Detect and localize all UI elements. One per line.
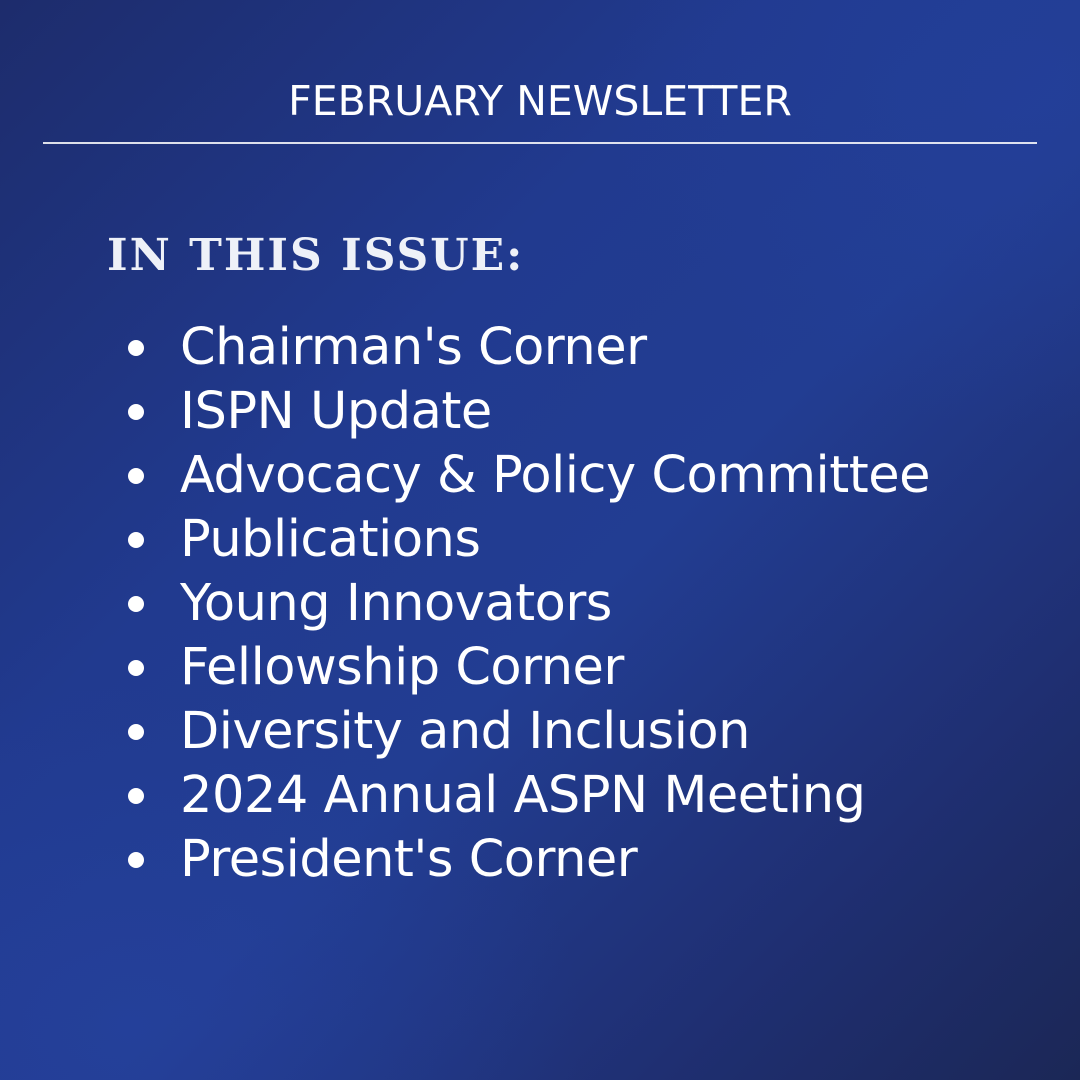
issue-list (120, 316, 930, 892)
list-item-label: Chairman's Corner (180, 318, 647, 377)
list-item-label: Young Innovators (180, 574, 612, 633)
bullet-icon (128, 596, 144, 612)
list-item (120, 508, 930, 572)
list-item (120, 316, 930, 380)
bullet-icon (128, 404, 144, 420)
list-item (120, 572, 930, 636)
list-item (120, 636, 930, 700)
bullet-icon (128, 468, 144, 484)
bullet-icon (128, 532, 144, 548)
list-item-label: 2024 Annual ASPN Meeting (180, 766, 866, 825)
list-item (120, 380, 930, 444)
list-item-label: ISPN Update (180, 382, 492, 441)
newsletter-title: FEBRUARY NEWSLETTER (288, 77, 792, 125)
list-item (120, 764, 930, 828)
bullet-icon (128, 340, 144, 356)
list-item (120, 700, 930, 764)
list-item-label: President's Corner (180, 830, 638, 889)
list-item (120, 828, 930, 892)
list-item-label: Fellowship Corner (180, 638, 624, 697)
list-item-label: Advocacy & Policy Committee (180, 446, 930, 505)
bullet-icon (128, 788, 144, 804)
header-divider (43, 142, 1037, 144)
bullet-icon (128, 724, 144, 740)
list-item-label: Publications (180, 510, 481, 569)
section-heading: IN THIS ISSUE: (107, 230, 525, 281)
bullet-icon (128, 852, 144, 868)
list-item-label: Diversity and Inclusion (180, 702, 750, 761)
list-item (120, 444, 930, 508)
bullet-icon (128, 660, 144, 676)
